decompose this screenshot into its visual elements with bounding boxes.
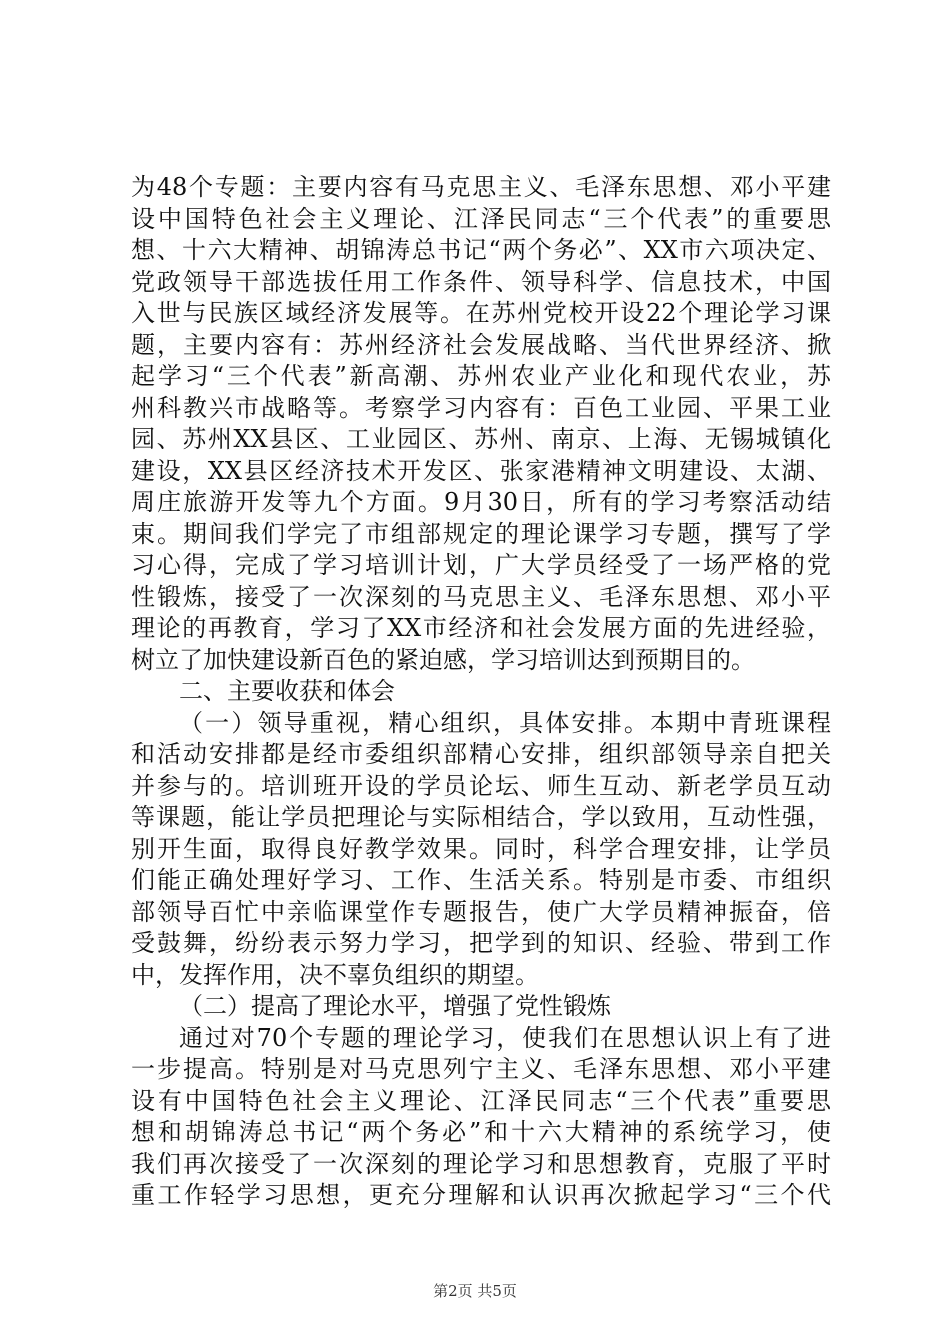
- text-line: 入世与民族区域经济发展等。在苏州党校开设22个理论学习课: [131, 299, 831, 327]
- text-line: 重工作轻学习思想，更充分理解和认识再次掀起学习“三个代: [131, 1181, 831, 1209]
- text-line: 束。期间我们学完了市组部规定的理论课学习专题，撰写了学: [131, 519, 831, 548]
- text-line: 园、苏州XX县区、工业园区、苏州、南京、上海、无锡城镇化: [131, 425, 831, 453]
- text-line: 等课题，能让学员把理论与实际相结合，学以致用，互动性强，: [131, 803, 831, 831]
- text-line: 树立了加快建设新百色的紧迫感，学习培训达到预期目的。: [131, 645, 755, 674]
- document-body: [131, 172, 831, 1212]
- text-line: 性锻炼，接受了一次深刻的马克思主义、毛泽东思想、邓小平: [131, 582, 831, 611]
- text-line: 和活动安排都是经市委组织部精心安排，组织部领导亲自把关: [131, 740, 831, 768]
- section-heading: 二、主要收获和体会: [179, 677, 395, 705]
- text-line: 设有中国特色社会主义理论、江泽民同志“三个代表”重要思: [131, 1086, 831, 1115]
- text-line: 想、十六大精神、胡锦涛总书记“两个务必”、XX市六项决定、: [131, 236, 831, 264]
- subsection-heading: （二）提高了理论水平，增强了党性锻炼: [179, 992, 611, 1020]
- text-line: 设中国特色社会主义理论、江泽民同志“三个代表”的重要思: [131, 204, 831, 233]
- text-line: 中，发挥作用，决不辜负组织的期望。: [131, 960, 539, 989]
- text-line: 起学习“三个代表”新高潮、苏州农业产业化和现代农业，苏: [131, 362, 831, 390]
- text-line: 习心得，完成了学习培训计划，广大学员经受了一场严格的党: [131, 551, 831, 579]
- text-line: 题，主要内容有：苏州经济社会发展战略、当代世界经济、掀: [131, 330, 831, 359]
- text-line: 们能正确处理好学习、工作、生活关系。特别是市委、市组织: [131, 866, 831, 894]
- text-line: 理论的再教育，学习了XX市经济和社会发展方面的先进经验，: [131, 614, 831, 642]
- text-line: 周庄旅游开发等九个方面。9月30日，所有的学习考察活动结: [131, 488, 831, 516]
- text-line: 为48个专题：主要内容有马克思主义、毛泽东思想、邓小平建: [131, 173, 831, 201]
- text-line: 想和胡锦涛总书记“两个务必”和十六大精神的系统学习，使: [131, 1118, 831, 1146]
- subsection-heading: （一）领导重视，精心组织，具体安排。本期中青班课程: [179, 708, 831, 737]
- text-line: 党政领导干部选拔任用工作条件、领导科学、信息技术，中国: [131, 267, 831, 296]
- text-line: 我们再次接受了一次深刻的理论学习和思想教育，克服了平时: [131, 1149, 831, 1178]
- text-line: 建设，XX县区经济技术开发区、张家港精神文明建设、太湖、: [131, 456, 831, 485]
- text-line: 通过对70个专题的理论学习，使我们在思想认识上有了进: [179, 1023, 831, 1052]
- text-line: 州科教兴市战略等。考察学习内容有：百色工业园、平果工业: [131, 393, 831, 422]
- text-line: 并参与的。培训班开设的学员论坛、师生互动、新老学员互动: [131, 771, 831, 800]
- text-line: 一步提高。特别是对马克思列宁主义、毛泽东思想、邓小平建: [131, 1055, 831, 1083]
- text-line: 部领导百忙中亲临课堂作专题报告，使广大学员精神振奋，倍: [131, 897, 831, 926]
- text-line: 受鼓舞，纷纷表示努力学习，把学到的知识、经验、带到工作: [131, 929, 831, 957]
- text-line: 别开生面，取得良好教学效果。同时，科学合理安排，让学员: [131, 834, 831, 863]
- page-number-footer: 第2页 共5页: [433, 1282, 517, 1300]
